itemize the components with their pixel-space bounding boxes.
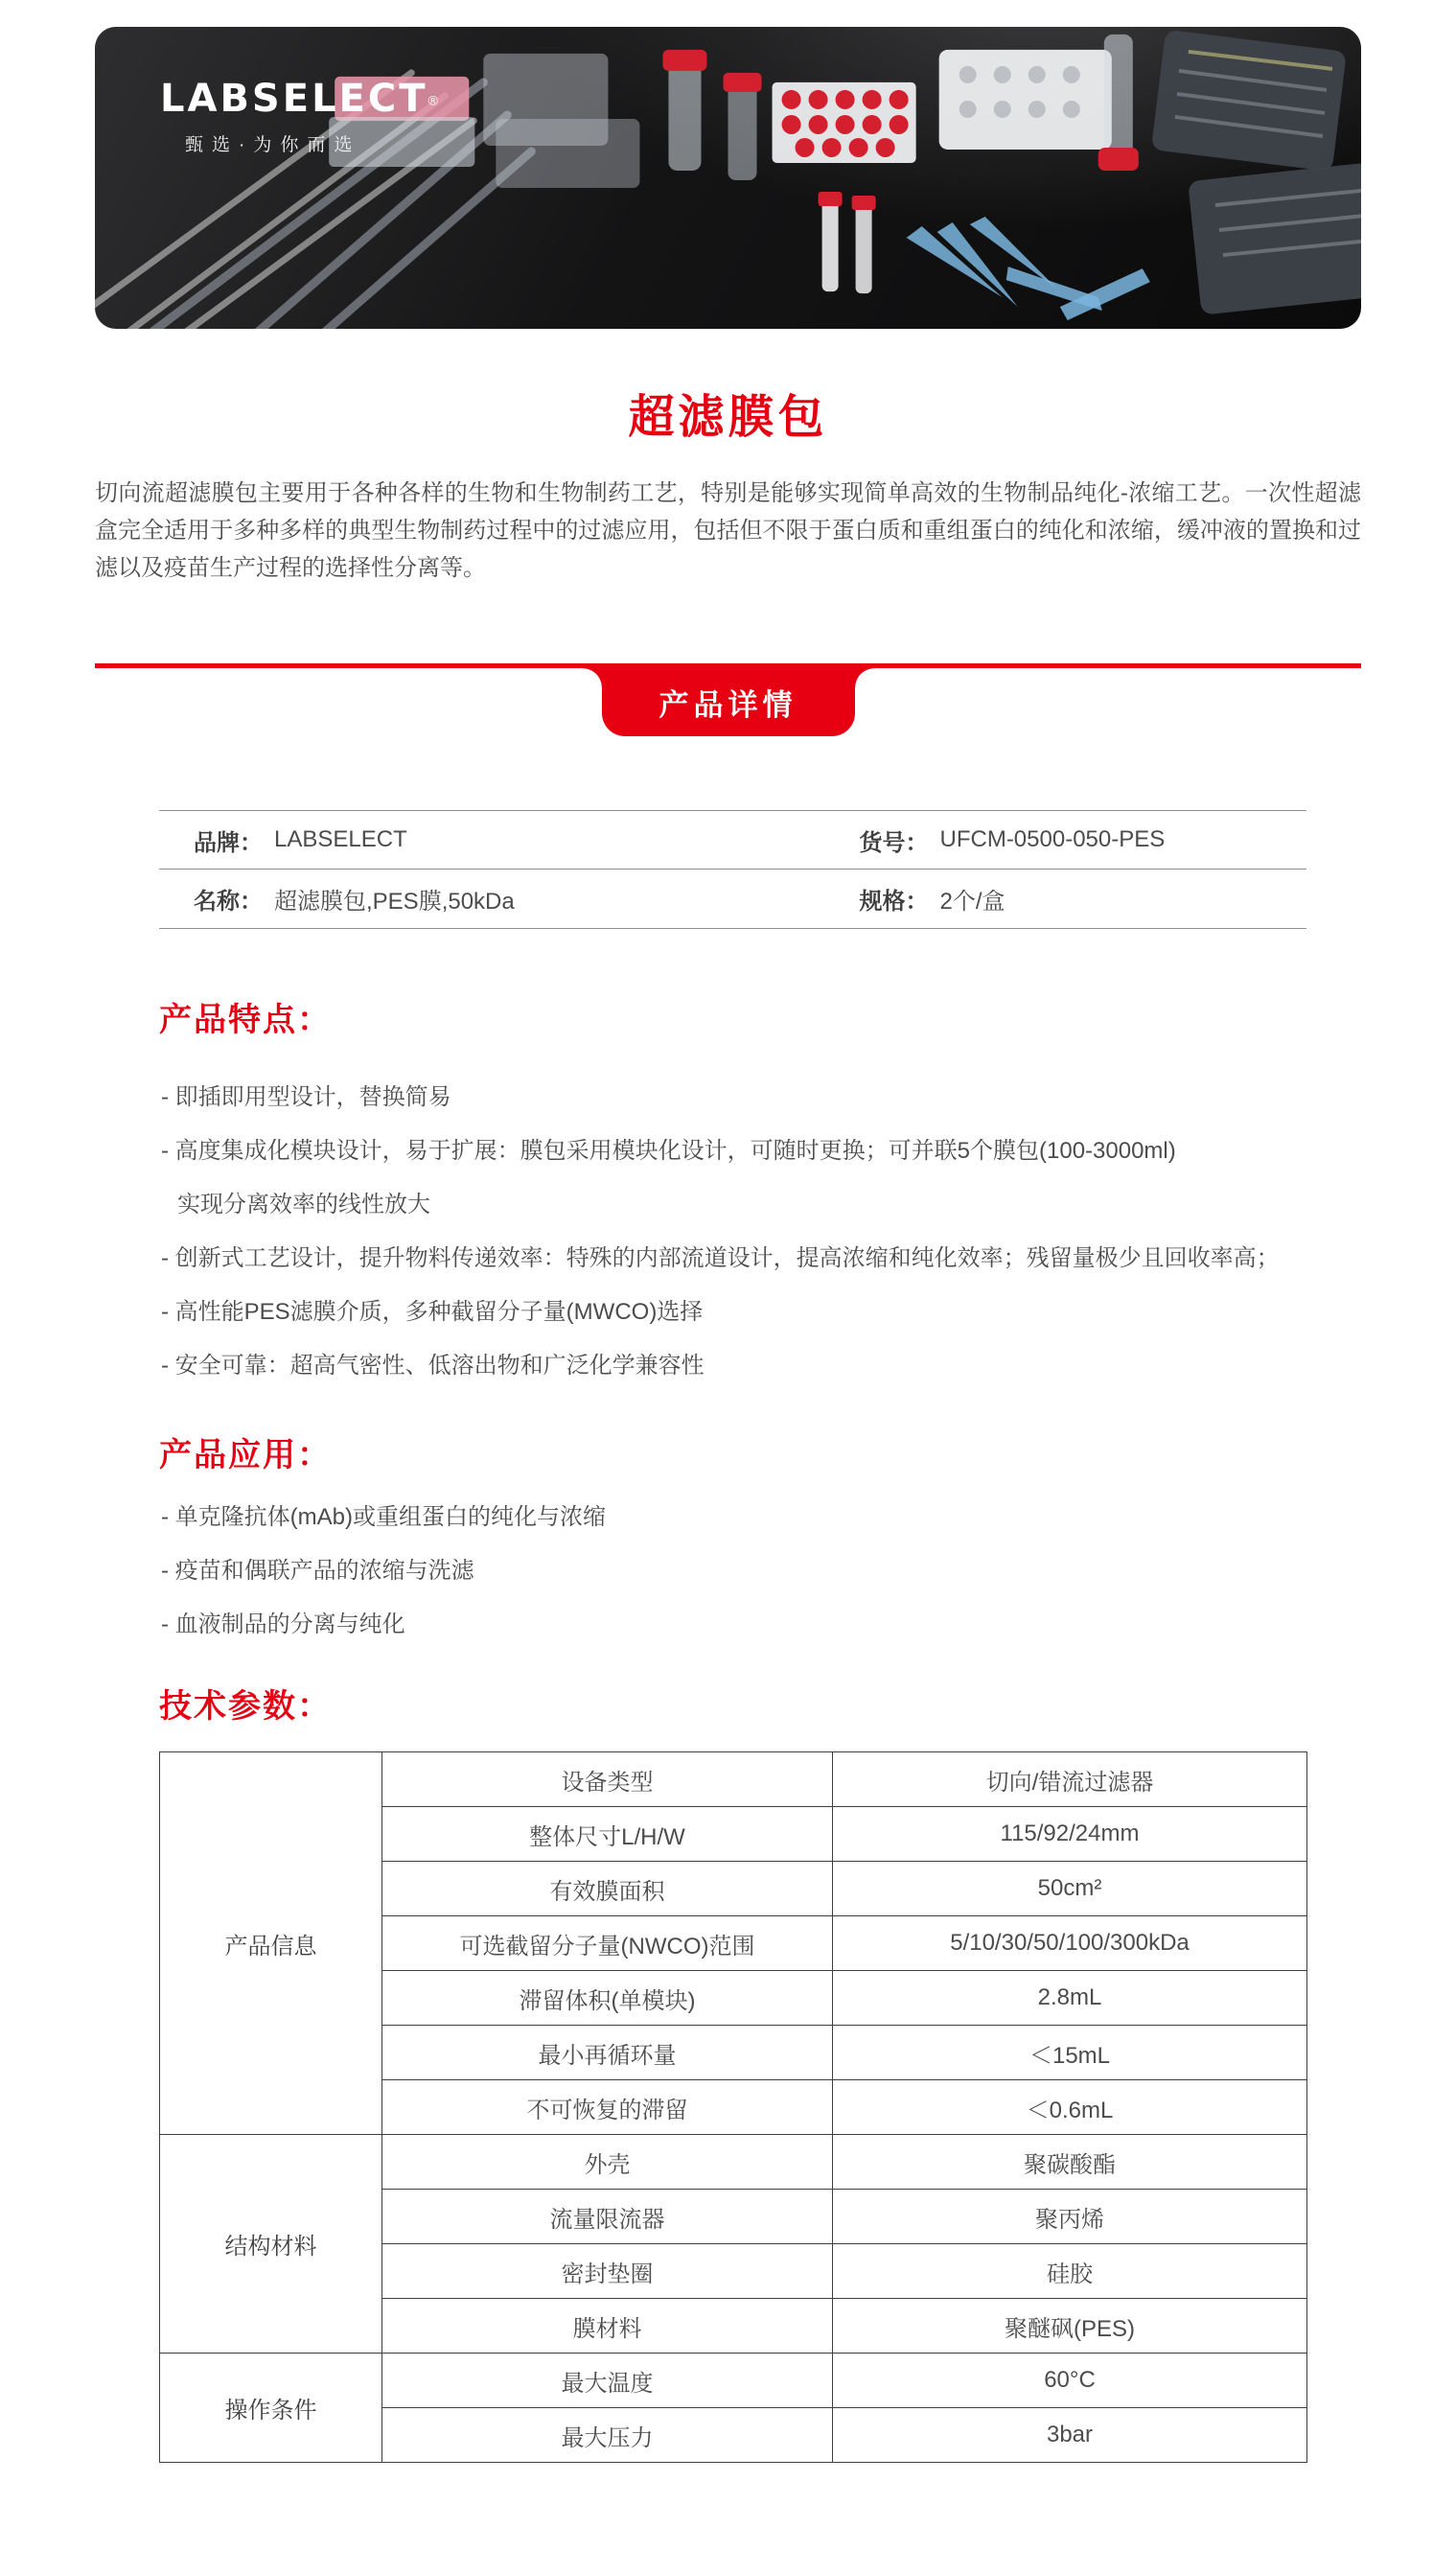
feature-item: [161, 1071, 1360, 1125]
spec-param: 膜材料: [382, 2299, 833, 2354]
spec-value: 切向/错流过滤器: [833, 1752, 1307, 1807]
spec-value: 硅胶: [833, 2244, 1307, 2299]
feature-text: - 高度集成化模块设计，易于扩展：膜包采用模块化设计，可随时更换；可并联5个膜包(100-3000ml): [161, 1138, 1176, 1164]
spec-param: 设备类型: [382, 1752, 833, 1807]
registered-mark-icon: ®: [428, 92, 438, 108]
spec-value: 聚醚砜(PES): [833, 2299, 1307, 2354]
features-heading: 产品特点：: [159, 1002, 332, 1038]
spec-value: 聚丙烯: [833, 2190, 1307, 2244]
info-row: [159, 870, 1306, 929]
lab-products-photo: [95, 27, 1361, 329]
spec-param: 最小再循环量: [382, 2026, 833, 2080]
feature-text: - 创新式工艺设计，提升物料传递效率：特殊的内部流道设计，提高浓缩和纯化效率；残留量极少且回收率高；: [161, 1245, 1280, 1271]
spec-value: ＜0.6mL: [833, 2080, 1307, 2135]
info-row: [159, 810, 1306, 870]
brand-label: 品牌：: [194, 829, 263, 856]
spec-param: 整体尺寸L/H/W: [382, 1807, 833, 1862]
spec-param: 不可恢复的滞留: [382, 2080, 833, 2135]
brand-field: [159, 823, 733, 857]
spec-row: [160, 1752, 1307, 1807]
feature-item: [161, 1339, 1360, 1393]
brand-value: LABSELECT: [274, 826, 407, 852]
hero-banner: [95, 27, 1361, 329]
spec-param: 可选截留分子量(NWCO)范围: [382, 1916, 833, 1971]
application-item: - 单克隆抗体(mAb)或重组蛋白的纯化与浓缩: [161, 1504, 606, 1530]
spec-param: 密封垫圈: [382, 2244, 833, 2299]
features-list: [161, 1071, 1360, 1393]
brand-logo: [160, 77, 438, 156]
application-item: - 血液制品的分离与纯化: [161, 1612, 405, 1637]
spec-param: 外壳: [382, 2135, 833, 2190]
spec-group-product-info: 产品信息: [160, 1752, 382, 2135]
spec-row: [160, 2354, 1307, 2408]
spec-value: 5/10/30/50/100/300kDa: [833, 1916, 1307, 1971]
spec-param: 最大压力: [382, 2408, 833, 2463]
name-field: [159, 882, 733, 916]
application-item: - 疫苗和偶联产品的浓缩与洗滤: [161, 1558, 474, 1584]
feature-text: - 即插即用型设计，替换简易: [161, 1084, 451, 1110]
product-details-ribbon: 产品详情: [602, 668, 855, 736]
name-value: 超滤膜包,PES膜,50kDa: [274, 889, 515, 915]
spec-group-operating-conditions: 操作条件: [160, 2354, 382, 2463]
spec-value: 60°C: [833, 2354, 1307, 2408]
brand-logo-text: LABSELECT: [160, 77, 428, 121]
spec-value: 聚碳酸酯: [833, 2135, 1307, 2190]
section-divider: [95, 663, 1361, 736]
applications-heading: 产品应用：: [159, 1437, 332, 1473]
spec-value: 2.8mL: [833, 1971, 1307, 2026]
spec-value: 3bar: [833, 2408, 1307, 2463]
sku-label: 货号：: [859, 829, 929, 856]
sku-value: UFCM-0500-050-PES: [939, 826, 1166, 852]
spec-value: 2个/盒: [939, 889, 1005, 915]
spec-value: ＜15mL: [833, 2026, 1307, 2080]
feature-text: - 安全可靠：超高气密性、低溶出物和广泛化学兼容性: [161, 1353, 705, 1379]
feature-item: [161, 1286, 1360, 1339]
spec-param: 最大温度: [382, 2354, 833, 2408]
name-label: 名称：: [194, 889, 263, 915]
product-info-table: [159, 810, 1306, 929]
spec-value: 50cm²: [833, 1862, 1307, 1916]
spec-value: 115/92/24mm: [833, 1807, 1307, 1862]
specs-table: [159, 1751, 1307, 2463]
spec-group-materials: 结构材料: [160, 2135, 382, 2354]
brand-tagline: 甄选·为你而选: [185, 135, 361, 155]
sku-field: [733, 823, 1307, 857]
applications-list: [161, 1491, 1360, 1652]
page-title: 超滤膜包: [628, 392, 828, 443]
intro-paragraph: 切向流超滤膜包主要用于各种各样的生物和生物制药工艺，特别是能够实现简单高效的生物制品纯化-浓缩工艺。一次性超滤盒完全适用于多种多样的典型生物制药过程中的过滤应用，包括但不限于蛋白质和重组蛋白的纯化和浓缩，缓冲液的置换和过滤以及疫苗生产过程的选择性分离等。: [95, 480, 1361, 581]
spec-row: [160, 2135, 1307, 2190]
feature-item: [161, 1232, 1360, 1286]
feature-text: - 高性能PES滤膜介质，多种截留分子量(MWCO)选择: [161, 1299, 704, 1325]
spec-field: [733, 882, 1307, 916]
spec-param: 流量限流器: [382, 2190, 833, 2244]
specs-heading: 技术参数：: [159, 1688, 332, 1725]
spec-param: 滞留体积(单模块): [382, 1971, 833, 2026]
spec-label: 规格：: [859, 889, 929, 915]
feature-item: [161, 1125, 1360, 1232]
feature-text-continued: 实现分离效率的线性放大: [177, 1192, 430, 1218]
spec-param: 有效膜面积: [382, 1862, 833, 1916]
